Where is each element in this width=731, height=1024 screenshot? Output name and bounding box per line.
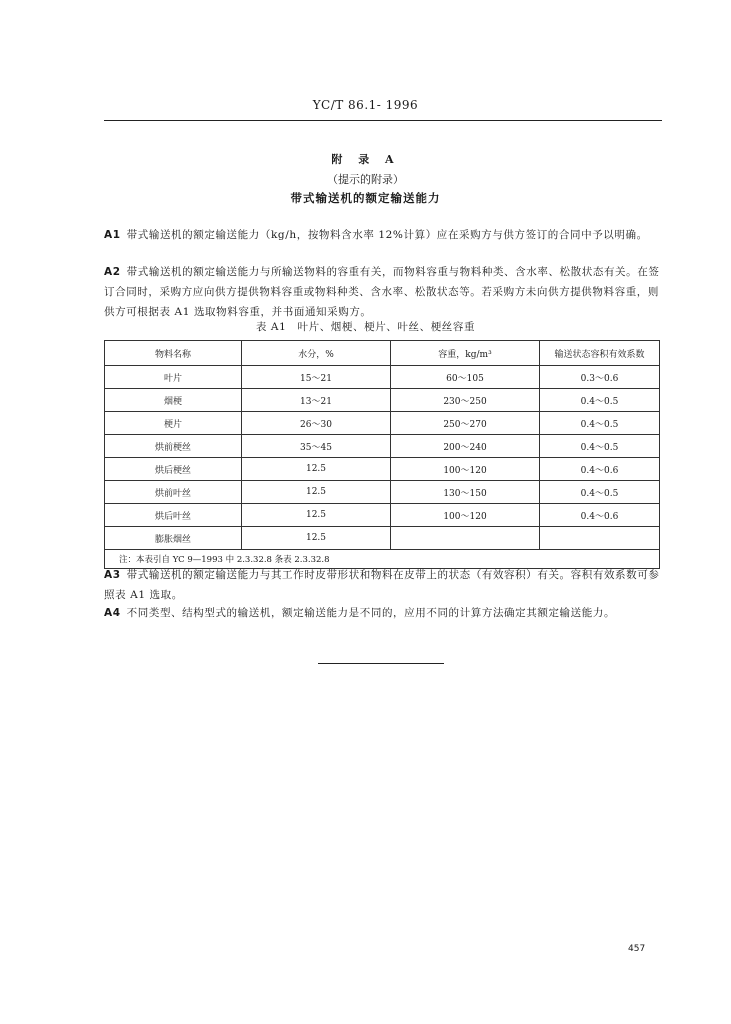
table-cell: 0.4～0.5	[540, 389, 660, 412]
table-cell: 12.5	[242, 458, 391, 481]
paragraph-a2	[104, 262, 664, 322]
table-row	[105, 504, 660, 527]
table-cell: 35～45	[242, 435, 391, 458]
table-cell: 烘前叶丝	[105, 481, 242, 504]
table-cell: 膨胀烟丝	[105, 527, 242, 550]
table-row	[105, 458, 660, 481]
table-cell: 12.5	[242, 504, 391, 527]
table-row	[105, 412, 660, 435]
header-rule	[104, 120, 662, 121]
paragraph-text: 带式输送机的额定输送能力与其工作时皮带形状和物料在皮带上的状态（有效容积）有关。容积有效系数可参照表 A1 选取。	[104, 569, 660, 601]
column-header: 输送状态容积有效系数	[540, 341, 660, 366]
table-caption: 表 A1 叶片、烟梗、梗片、叶丝、梗丝容重	[255, 321, 476, 333]
table-cell: 12.5	[242, 527, 391, 550]
table-cell: 0.4～0.5	[540, 481, 660, 504]
table-cell: 烘后叶丝	[105, 504, 242, 527]
standard-code: YC/T 86.1- 1996	[312, 98, 419, 112]
table-cell: 叶片	[105, 366, 242, 389]
table-cell: 烘后梗丝	[105, 458, 242, 481]
table-cell: 250～270	[391, 412, 540, 435]
paragraph-number: A2	[104, 266, 121, 278]
density-table	[104, 340, 660, 569]
column-header: 水分，%	[242, 341, 391, 366]
table-cell: 0.3～0.6	[540, 366, 660, 389]
table-cell: 13～21	[242, 389, 391, 412]
paragraph-number: A1	[104, 229, 121, 241]
paragraph-a1	[104, 225, 664, 245]
paragraph-text: 带式输送机的额定输送能力与所输送物料的容重有关，而物料容重与物料种类、含水率、松散状态有关。在签订合同时，采购方应向供方提供物料容重或物料种类、含水率、松散状态等。若采购方未向供方提供物料容重，则供方可根据表 A1 选取物料容重，并书面通知采购方。	[104, 266, 660, 318]
table-cell: 0.4～0.5	[540, 412, 660, 435]
table-row	[105, 389, 660, 412]
table-note: 注：本表引自 YC 9—1993 中 2.3.32.8 条表 2.3.32.8	[105, 550, 660, 569]
table-cell: 26～30	[242, 412, 391, 435]
table-row	[105, 481, 660, 504]
table-cell: 烟梗	[105, 389, 242, 412]
table-header-row	[105, 341, 660, 366]
table-cell: 0.4～0.5	[540, 435, 660, 458]
table-cell: 梗片	[105, 412, 242, 435]
table-cell: 100～120	[391, 504, 540, 527]
column-header: 容重，kg/m³	[391, 341, 540, 366]
table-cell	[391, 527, 540, 550]
appendix-title: 带式输送机的额定输送能力	[290, 191, 441, 205]
table-cell: 0.4～0.6	[540, 504, 660, 527]
column-header: 物料名称	[105, 341, 242, 366]
paragraph-number: A3	[104, 569, 121, 581]
paragraph-text: 不同类型、结构型式的输送机，额定输送能力是不同的，应用不同的计算方法确定其额定输送能力。	[126, 607, 616, 619]
table-cell: 230～250	[391, 389, 540, 412]
table-cell: 130～150	[391, 481, 540, 504]
table-cell: 12.5	[242, 481, 391, 504]
appendix-note: （提示的附录）	[327, 173, 404, 186]
table-cell: 200～240	[391, 435, 540, 458]
table-cell: 100～120	[391, 458, 540, 481]
table-cell: 15～21	[242, 366, 391, 389]
page-number: 457	[628, 944, 646, 954]
paragraph-text: 带式输送机的额定输送能力（kg/h，按物料含水率 12%计算）应在采购方与供方签订的合同中予以明确。	[126, 229, 648, 241]
end-rule	[318, 663, 444, 664]
table-cell: 0.4～0.6	[540, 458, 660, 481]
paragraph-number: A4	[104, 607, 121, 619]
table-cell	[540, 527, 660, 550]
appendix-label: 附 录 A	[331, 153, 400, 166]
table-cell: 60～105	[391, 366, 540, 389]
table-cell: 烘前梗丝	[105, 435, 242, 458]
table-row	[105, 366, 660, 389]
table-row	[105, 527, 660, 550]
paragraph-a4	[104, 603, 664, 623]
paragraph-a3	[104, 565, 664, 605]
table-row	[105, 435, 660, 458]
